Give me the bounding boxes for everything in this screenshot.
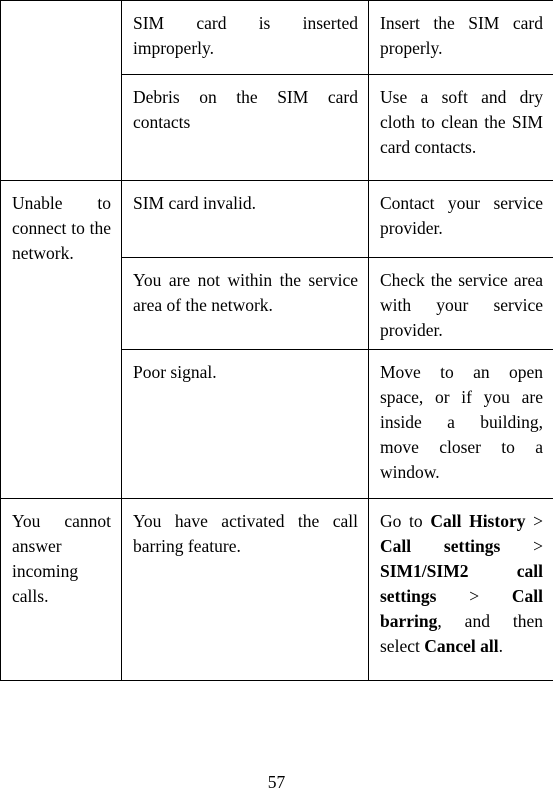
solution-text-segment: . xyxy=(499,636,503,656)
problem-text: You cannot answer incoming calls. xyxy=(12,509,111,609)
path-separator: > xyxy=(500,536,543,556)
cause-cell xyxy=(122,350,369,499)
cause-text: SIM card invalid. xyxy=(133,191,358,216)
cause-cell xyxy=(122,499,369,681)
solution-text-segment: Go to xyxy=(380,511,430,531)
menu-path-sim-call-settings: SIM1/SIM2 call settings xyxy=(380,561,543,606)
solution-cell xyxy=(369,75,553,181)
cause-text: Poor signal. xyxy=(133,360,358,385)
menu-path-call-history: Call History xyxy=(430,511,525,531)
solution-cell xyxy=(369,181,553,258)
table-row xyxy=(1,499,553,681)
path-separator: > xyxy=(436,586,511,606)
cause-cell xyxy=(122,1,369,75)
menu-path-cancel-all: Cancel all xyxy=(424,636,498,656)
solution-cell xyxy=(369,350,553,499)
cause-cell xyxy=(122,258,369,350)
cause-text: SIM card is inserted improperly. xyxy=(133,11,358,61)
solution-text-segment: , and then select xyxy=(380,611,543,656)
problem-text: Unable to connect to the network. xyxy=(12,191,111,266)
cause-text: You are not within the service area of the network. xyxy=(133,268,358,318)
solution-cell xyxy=(369,499,553,681)
solution-text: Use a soft and dry cloth to clean the SIM card contacts. xyxy=(380,85,543,160)
solution-cell xyxy=(369,1,553,75)
path-separator: > xyxy=(525,511,543,531)
solution-text: Move to an open space, or if you are inside a building, move closer to a window. xyxy=(380,360,543,485)
solution-text: Contact your service provider. xyxy=(380,191,543,241)
table-row xyxy=(1,1,553,75)
solution-text: Insert the SIM card properly. xyxy=(380,11,543,61)
problem-cell xyxy=(1,499,122,681)
problem-cell xyxy=(1,1,122,181)
cause-cell xyxy=(122,75,369,181)
cause-text: You have activated the call barring feature. xyxy=(133,509,358,559)
solution-cell xyxy=(369,258,553,350)
menu-path-call-barring: Call barring xyxy=(380,586,543,631)
table-row xyxy=(1,181,553,258)
cause-cell xyxy=(122,181,369,258)
problem-cell xyxy=(1,181,122,499)
menu-path-call-settings: Call settings xyxy=(380,536,500,556)
page-number: 57 xyxy=(0,772,553,792)
cause-text: Debris on the SIM card contacts xyxy=(133,85,358,135)
solution-text: Check the service area with your service provider. xyxy=(380,268,543,343)
solution-text xyxy=(380,509,543,659)
